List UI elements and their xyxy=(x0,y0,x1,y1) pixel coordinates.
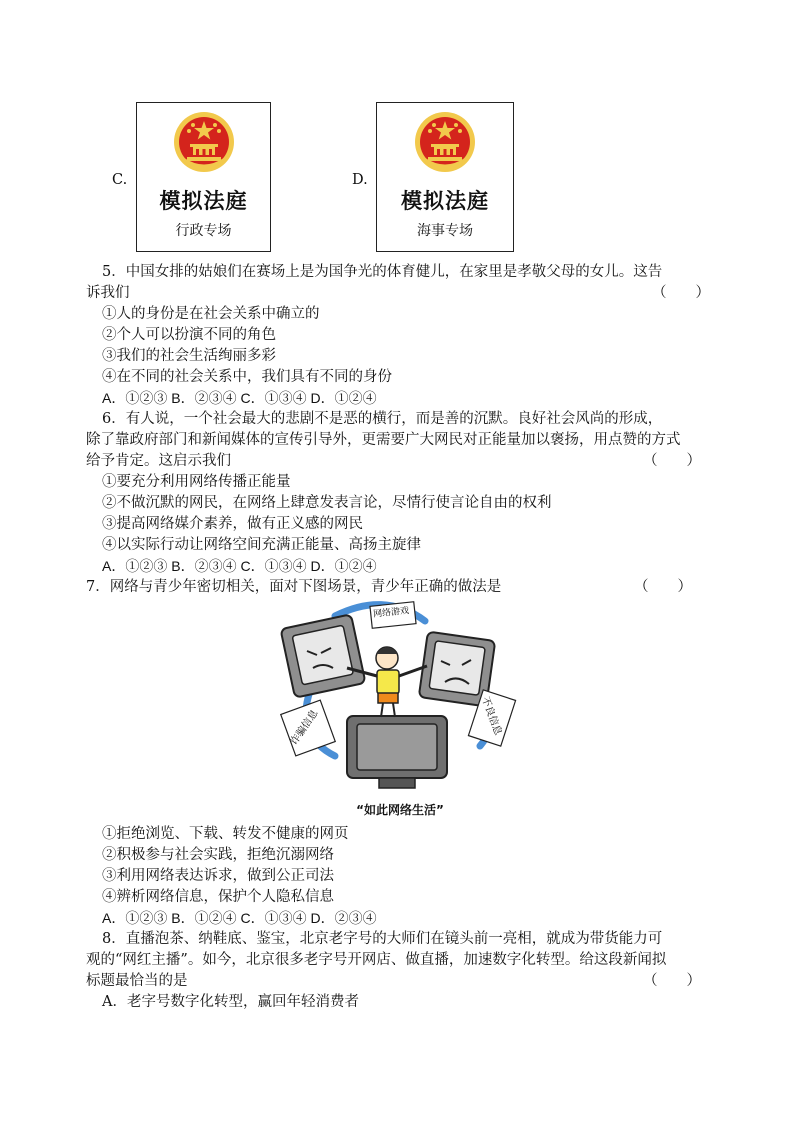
q7-item-4: ④辨析网络信息，保护个人隐私信息 xyxy=(102,889,334,905)
option-d-image[interactable] xyxy=(376,102,514,252)
q5-item-3: ③我们的社会生活绚丽多彩 xyxy=(102,348,276,364)
q6-answer-bracket[interactable]: （ ） xyxy=(643,453,701,469)
cartoon-illustration xyxy=(275,596,525,821)
q5-answer-bracket[interactable]: （ ） xyxy=(652,285,710,301)
q7-options: A．①②③ B．①②④ C．①③④ D．②③④ xyxy=(102,910,377,926)
court-subtitle: 海事专场 xyxy=(417,223,473,239)
q7-stem: 7．网络与青少年密切相关，面对下图场景，青少年正确的做法是 xyxy=(86,579,502,595)
q6-options: A．①②③ B．②③④ C．①③④ D．①②④ xyxy=(102,558,377,574)
court-subtitle: 行政专场 xyxy=(175,223,232,239)
q6-item-2: ②不做沉默的网民，在网络上肆意发表言论，尽情行使言论自由的权利 xyxy=(102,495,552,511)
q7-item-1: ①拒绝浏览、下载、转发不健康的网页 xyxy=(102,826,349,842)
cartoon-tag-top: 网络游戏 xyxy=(372,606,410,620)
q7-item-2: ②积极参与社会实践，拒绝沉溺网络 xyxy=(102,847,334,863)
option-c-image[interactable] xyxy=(136,102,271,252)
national-emblem-icon xyxy=(173,111,235,173)
q7-answer-bracket[interactable]: （ ） xyxy=(634,579,692,595)
q5-item-4: ④在不同的社会关系中，我们具有不同的身份 xyxy=(102,369,392,385)
q6-item-1: ①要充分利用网络传播正能量 xyxy=(102,474,291,490)
cartoon-tag-right: 不良信息 xyxy=(479,695,504,737)
q5-options: A．①②③ B．②③④ C．①③④ D．①②④ xyxy=(102,390,377,406)
option-d-label: D. xyxy=(352,172,368,188)
q8-answer-bracket[interactable]: （ ） xyxy=(643,973,701,989)
q6-stem-line3: 给予肯定。这启示我们 xyxy=(86,453,231,469)
q6-stem-line1: 6．有人说，一个社会最大的悲剧不是恶的横行，而是善的沉默。良好社会风尚的形成， xyxy=(102,411,663,427)
cartoon-caption: “如此网络生活” xyxy=(356,803,444,817)
q8-stem-line2: 观的“网红主播”。如今，北京很多老字号开网店、做直播，加速数字化转型。给这段新闻拟 xyxy=(86,952,667,968)
option-c-label: C. xyxy=(112,172,128,188)
q5-stem-line2: 诉我们 xyxy=(86,285,130,301)
cartoon-tag-left: 诈骗信息 xyxy=(288,708,321,748)
q6-item-4: ④以实际行动让网络空间充满正能量、高扬主旋律 xyxy=(102,537,421,553)
court-title: 模拟法庭 xyxy=(401,189,489,213)
q5-item-1: ①人的身份是在社会关系中确立的 xyxy=(102,306,320,322)
q8-option-a: A．老字号数字化转型，赢回年轻消费者 xyxy=(102,994,359,1010)
q8-stem-line3: 标题最恰当的是 xyxy=(86,973,188,989)
q8-stem-line1: 8．直播泡茶、纳鞋底、鉴宝，北京老字号的大师们在镜头前一亮相，就成为带货能力可 xyxy=(102,931,663,947)
q5-stem-line1: 5．中国女排的姑娘们在赛场上是为国争光的体育健儿，在家里是孝敬父母的女儿。这告 xyxy=(102,264,663,280)
q6-item-3: ③提高网络媒介素养，做有正义感的网民 xyxy=(102,516,363,532)
q5-item-2: ②个人可以扮演不同的角色 xyxy=(102,327,276,343)
court-title: 模拟法庭 xyxy=(159,189,248,213)
q7-item-3: ③利用网络表达诉求，做到公正司法 xyxy=(102,868,334,884)
q6-stem-line2: 除了靠政府部门和新闻媒体的宣传引导外，更需要广大网民对正能量加以褒扬，用点赞的方式 xyxy=(86,432,681,448)
national-emblem-icon xyxy=(414,111,476,173)
